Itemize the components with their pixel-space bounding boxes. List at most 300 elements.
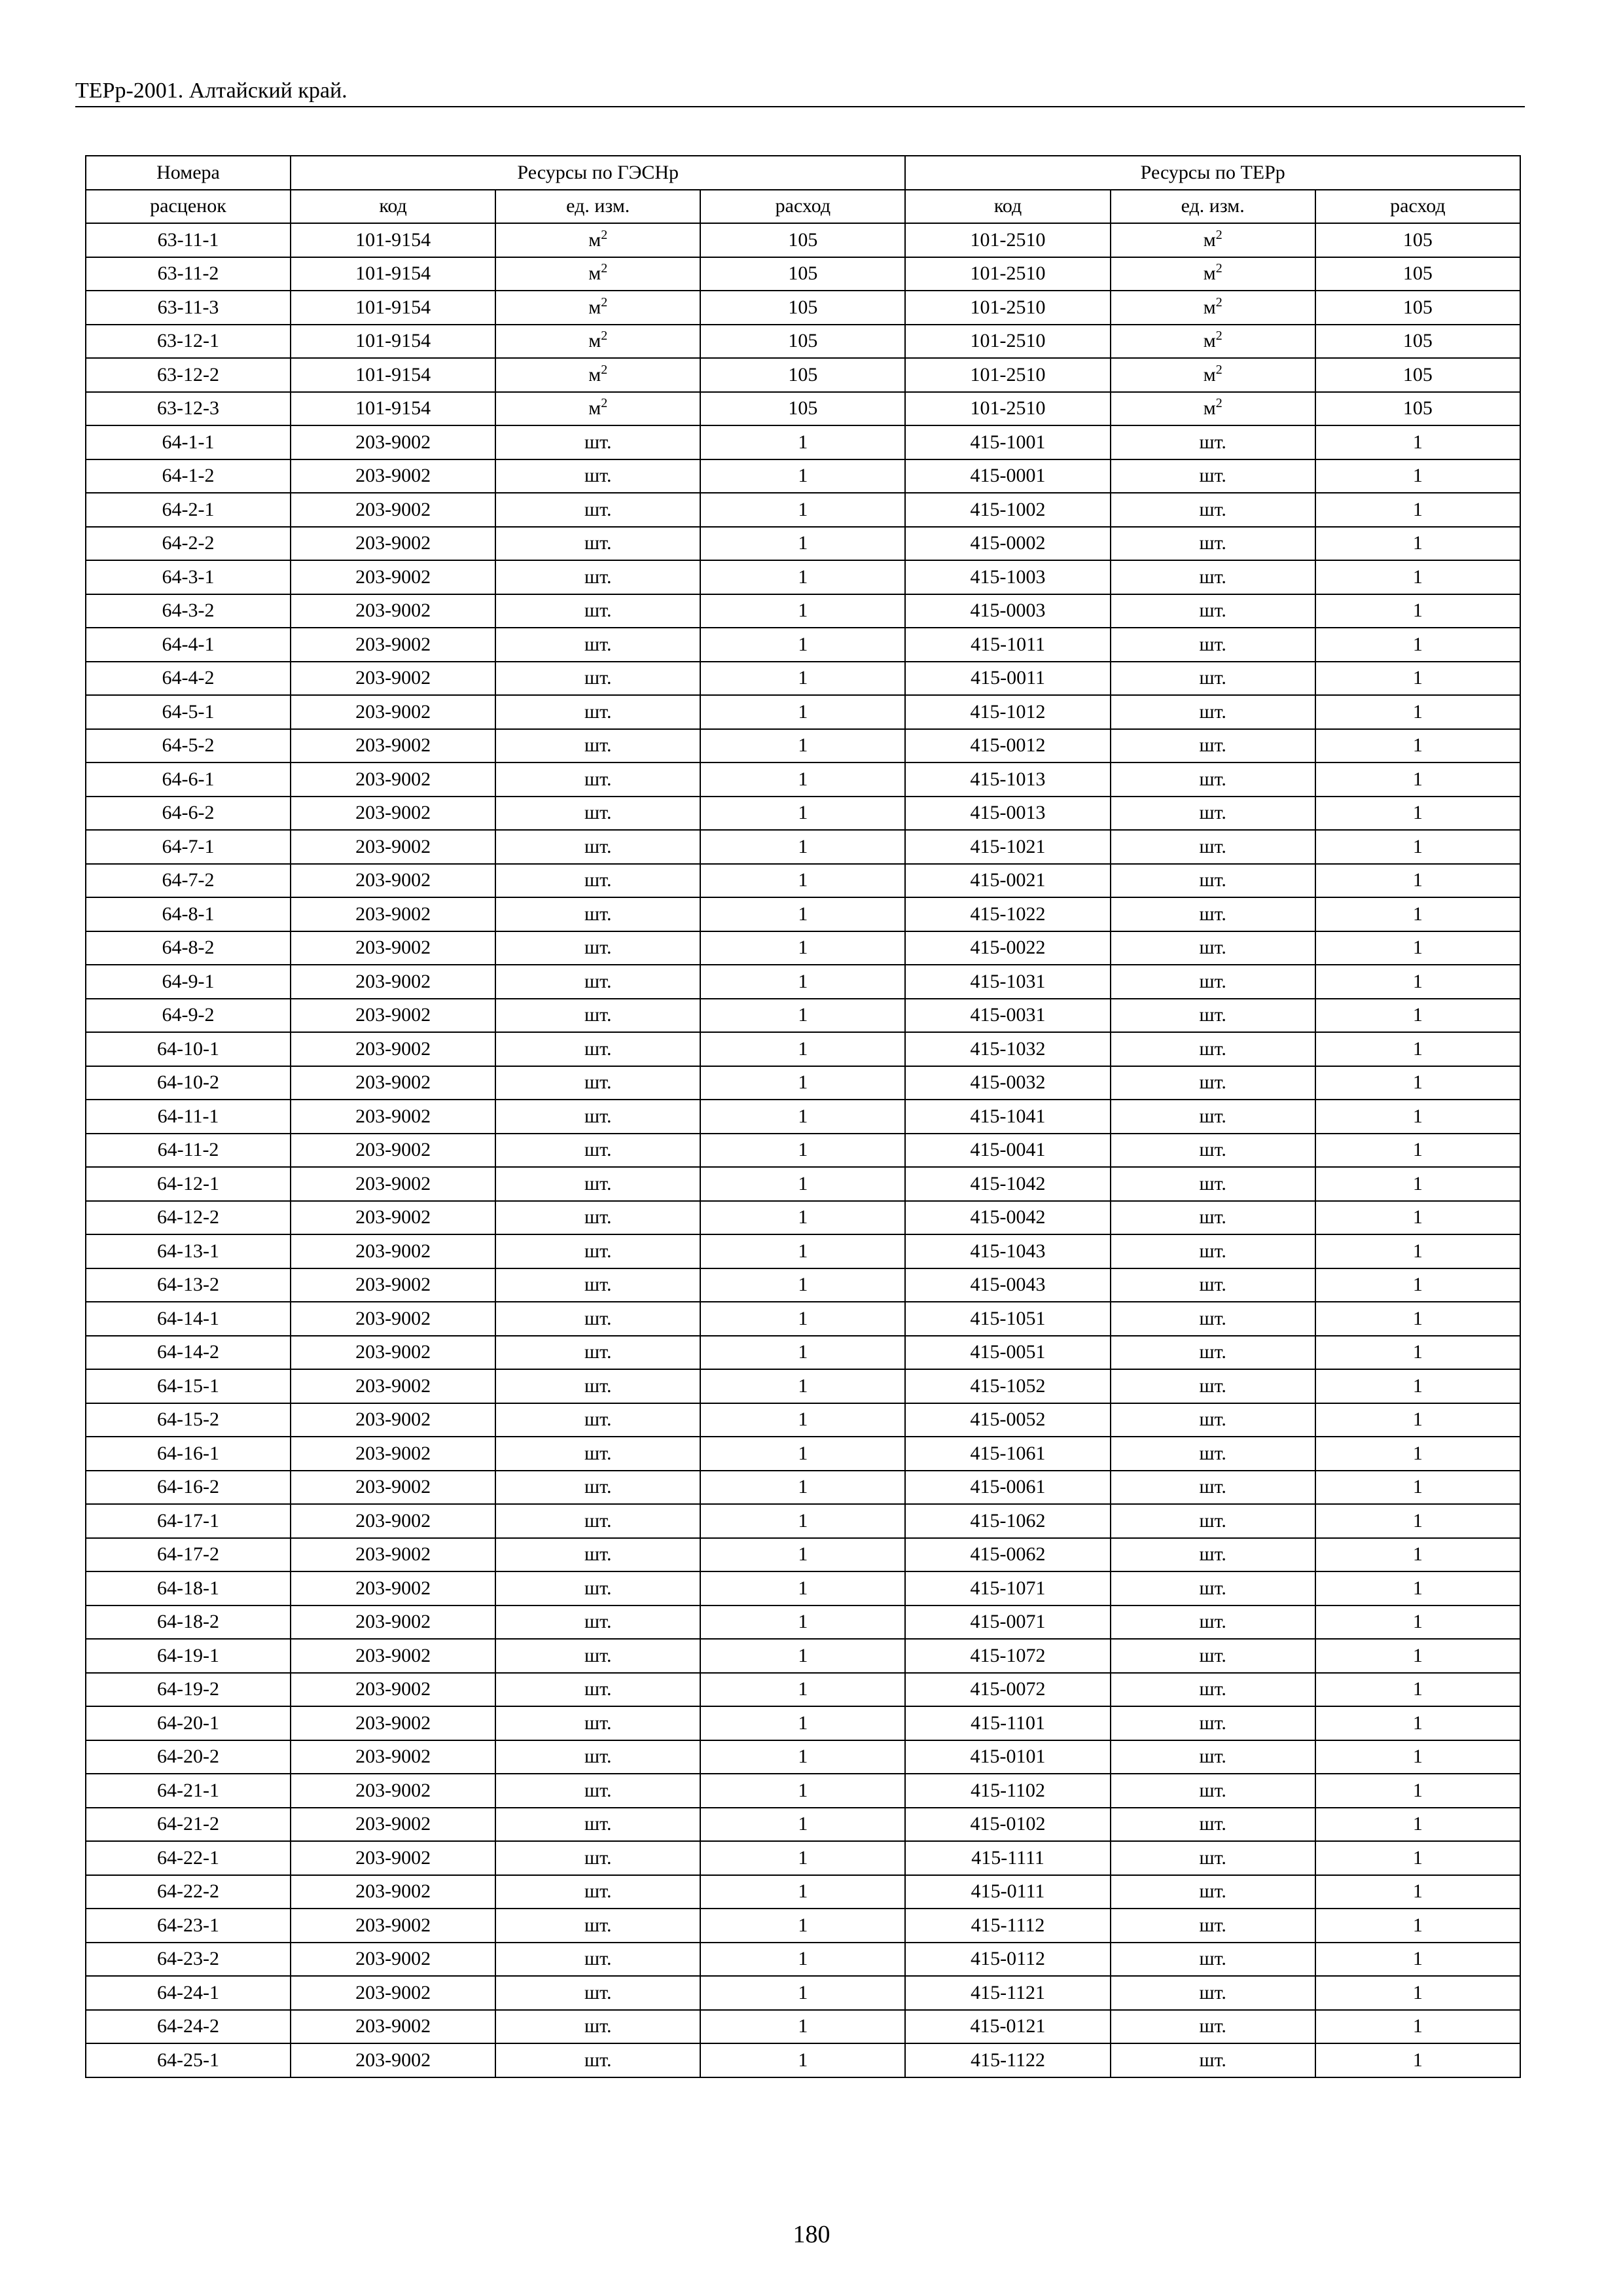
cell-ter-code: 415-1051 bbox=[905, 1302, 1110, 1336]
cell-ter-unit: шт. bbox=[1111, 594, 1315, 628]
cell-gesn-qty: 1 bbox=[700, 1369, 905, 1403]
cell-gesn-code: 203-9002 bbox=[291, 797, 495, 831]
cell-gesn-unit: шт. bbox=[495, 1571, 700, 1605]
cell-gesn-code: 203-9002 bbox=[291, 1201, 495, 1235]
cell-ter-unit: шт. bbox=[1111, 1909, 1315, 1943]
cell-ter-unit: шт. bbox=[1111, 662, 1315, 696]
cell-ter-code: 415-0072 bbox=[905, 1673, 1110, 1707]
table-header bbox=[86, 156, 1520, 223]
cell-ter-qty: 1 bbox=[1315, 1134, 1520, 1168]
cell-gesn-code: 203-9002 bbox=[291, 931, 495, 965]
cell-gesn-unit: шт. bbox=[495, 1639, 700, 1673]
cell-gesn-unit: шт. bbox=[495, 1066, 700, 1100]
cell-gesn-unit: шт. bbox=[495, 1976, 700, 2010]
cell-gesn-unit: $м^2$ bbox=[495, 257, 700, 291]
cell-rate-number: 64-13-1 bbox=[86, 1234, 291, 1268]
table-row bbox=[86, 999, 1520, 1033]
cell-gesn-code: 203-9002 bbox=[291, 965, 495, 999]
cell-ter-qty: 1 bbox=[1315, 1066, 1520, 1100]
cell-ter-qty: 1 bbox=[1315, 1673, 1520, 1707]
cell-rate-number: 64-3-2 bbox=[86, 594, 291, 628]
cell-rate-number: 64-24-1 bbox=[86, 1976, 291, 2010]
table-row bbox=[86, 325, 1520, 359]
resource-table bbox=[85, 155, 1521, 2078]
table-row bbox=[86, 2010, 1520, 2044]
cell-gesn-qty: 105 bbox=[700, 358, 905, 392]
table-row bbox=[86, 1268, 1520, 1302]
cell-ter-qty: 1 bbox=[1315, 1201, 1520, 1235]
cell-gesn-qty: 105 bbox=[700, 257, 905, 291]
cell-gesn-qty: 1 bbox=[700, 560, 905, 594]
cell-ter-unit: шт. bbox=[1111, 729, 1315, 763]
cell-rate-number: 64-16-2 bbox=[86, 1471, 291, 1505]
cell-ter-code: 415-0061 bbox=[905, 1471, 1110, 1505]
cell-gesn-code: 203-9002 bbox=[291, 493, 495, 527]
cell-ter-unit: шт. bbox=[1111, 1841, 1315, 1875]
cell-ter-unit: шт. bbox=[1111, 797, 1315, 831]
table-row bbox=[86, 1201, 1520, 1235]
cell-gesn-unit: шт. bbox=[495, 1100, 700, 1134]
cell-ter-qty: 105 bbox=[1315, 392, 1520, 426]
table-row bbox=[86, 1100, 1520, 1134]
cell-gesn-unit: шт. bbox=[495, 1302, 700, 1336]
table-row bbox=[86, 897, 1520, 931]
cell-ter-qty: 1 bbox=[1315, 1268, 1520, 1302]
cell-gesn-unit: шт. bbox=[495, 1032, 700, 1066]
cell-gesn-qty: 1 bbox=[700, 1437, 905, 1471]
cell-ter-unit: $м^2$ bbox=[1111, 223, 1315, 257]
cell-gesn-unit: шт. bbox=[495, 560, 700, 594]
cell-rate-number: 64-9-2 bbox=[86, 999, 291, 1033]
cell-ter-unit: шт. bbox=[1111, 628, 1315, 662]
table-row bbox=[86, 1706, 1520, 1740]
cell-ter-unit: шт. bbox=[1111, 1673, 1315, 1707]
cell-ter-unit: шт. bbox=[1111, 1605, 1315, 1640]
cell-ter-unit: шт. bbox=[1111, 695, 1315, 729]
cell-gesn-unit: шт. bbox=[495, 1605, 700, 1640]
cell-gesn-unit: $м^2$ bbox=[495, 392, 700, 426]
cell-rate-number: 64-7-1 bbox=[86, 830, 291, 864]
cell-gesn-unit: шт. bbox=[495, 1167, 700, 1201]
cell-ter-unit: шт. bbox=[1111, 1808, 1315, 1842]
cell-gesn-unit: шт. bbox=[495, 729, 700, 763]
cell-gesn-unit: шт. bbox=[495, 594, 700, 628]
table-row bbox=[86, 1538, 1520, 1572]
table-row bbox=[86, 1774, 1520, 1808]
cell-gesn-qty: 1 bbox=[700, 999, 905, 1033]
cell-gesn-qty: 1 bbox=[700, 1302, 905, 1336]
cell-ter-unit: шт. bbox=[1111, 1437, 1315, 1471]
cell-ter-code: 415-1011 bbox=[905, 628, 1110, 662]
table-row bbox=[86, 1808, 1520, 1842]
cell-ter-unit: шт. bbox=[1111, 1134, 1315, 1168]
table-row bbox=[86, 797, 1520, 831]
cell-ter-qty: 1 bbox=[1315, 1369, 1520, 1403]
cell-gesn-unit: шт. bbox=[495, 830, 700, 864]
cell-ter-unit: шт. bbox=[1111, 1032, 1315, 1066]
cell-gesn-qty: 1 bbox=[700, 1875, 905, 1909]
cell-ter-code: 415-1111 bbox=[905, 1841, 1110, 1875]
cell-ter-code: 415-0071 bbox=[905, 1605, 1110, 1640]
cell-gesn-unit: шт. bbox=[495, 2043, 700, 2077]
cell-ter-qty: 1 bbox=[1315, 662, 1520, 696]
cell-ter-unit: $м^2$ bbox=[1111, 392, 1315, 426]
cell-ter-code: 415-1001 bbox=[905, 425, 1110, 459]
cell-gesn-unit: шт. bbox=[495, 797, 700, 831]
cell-gesn-code: 203-9002 bbox=[291, 864, 495, 898]
cell-gesn-qty: 1 bbox=[700, 1403, 905, 1437]
table-row bbox=[86, 291, 1520, 325]
cell-ter-qty: 1 bbox=[1315, 1167, 1520, 1201]
table-row bbox=[86, 425, 1520, 459]
cell-gesn-unit: шт. bbox=[495, 864, 700, 898]
cell-ter-unit: шт. bbox=[1111, 1369, 1315, 1403]
cell-ter-code: 415-1101 bbox=[905, 1706, 1110, 1740]
cell-rate-number: 64-3-1 bbox=[86, 560, 291, 594]
cell-gesn-qty: 105 bbox=[700, 291, 905, 325]
cell-gesn-unit: шт. bbox=[495, 1201, 700, 1235]
table-row bbox=[86, 729, 1520, 763]
header-ter-unit: ед. изм. bbox=[1111, 190, 1315, 224]
cell-ter-qty: 1 bbox=[1315, 594, 1520, 628]
cell-gesn-code: 101-9154 bbox=[291, 325, 495, 359]
cell-gesn-qty: 1 bbox=[700, 1673, 905, 1707]
cell-ter-code: 415-0121 bbox=[905, 2010, 1110, 2044]
cell-ter-code: 101-2510 bbox=[905, 257, 1110, 291]
cell-gesn-code: 203-9002 bbox=[291, 1369, 495, 1403]
cell-ter-code: 415-1042 bbox=[905, 1167, 1110, 1201]
cell-ter-code: 415-1012 bbox=[905, 695, 1110, 729]
cell-rate-number: 64-12-1 bbox=[86, 1167, 291, 1201]
cell-ter-code: 415-0043 bbox=[905, 1268, 1110, 1302]
header-row-columns bbox=[86, 190, 1520, 224]
cell-gesn-qty: 1 bbox=[700, 965, 905, 999]
cell-gesn-qty: 1 bbox=[700, 762, 905, 797]
cell-gesn-qty: 105 bbox=[700, 223, 905, 257]
cell-gesn-code: 203-9002 bbox=[291, 1673, 495, 1707]
cell-gesn-code: 203-9002 bbox=[291, 1437, 495, 1471]
cell-ter-qty: 1 bbox=[1315, 493, 1520, 527]
cell-ter-code: 415-0032 bbox=[905, 1066, 1110, 1100]
cell-gesn-qty: 1 bbox=[700, 1740, 905, 1774]
cell-ter-qty: 1 bbox=[1315, 1740, 1520, 1774]
cell-ter-qty: 1 bbox=[1315, 1437, 1520, 1471]
table-row bbox=[86, 1673, 1520, 1707]
table-row bbox=[86, 358, 1520, 392]
cell-gesn-unit: шт. bbox=[495, 1471, 700, 1505]
cell-gesn-qty: 1 bbox=[700, 2043, 905, 2077]
table-row bbox=[86, 392, 1520, 426]
cell-rate-number: 64-10-1 bbox=[86, 1032, 291, 1066]
cell-ter-code: 101-2510 bbox=[905, 291, 1110, 325]
header-rate-number: Номера bbox=[86, 156, 291, 190]
cell-gesn-qty: 1 bbox=[700, 864, 905, 898]
page-header bbox=[75, 77, 1525, 107]
cell-ter-unit: шт. bbox=[1111, 2010, 1315, 2044]
table-row bbox=[86, 864, 1520, 898]
cell-rate-number: 64-20-1 bbox=[86, 1706, 291, 1740]
header-ter-qty: расход bbox=[1315, 190, 1520, 224]
cell-rate-number: 64-18-1 bbox=[86, 1571, 291, 1605]
cell-gesn-qty: 1 bbox=[700, 1976, 905, 2010]
header-row-groups bbox=[86, 156, 1520, 190]
cell-ter-unit: шт. bbox=[1111, 1740, 1315, 1774]
cell-gesn-unit: шт. bbox=[495, 1369, 700, 1403]
cell-gesn-unit: шт. bbox=[495, 1437, 700, 1471]
document-title: ТЕРр-2001. Алтайский край. bbox=[75, 79, 348, 103]
cell-rate-number: 64-8-2 bbox=[86, 931, 291, 965]
cell-ter-qty: 1 bbox=[1315, 2010, 1520, 2044]
cell-gesn-qty: 1 bbox=[700, 1268, 905, 1302]
cell-rate-number: 64-17-2 bbox=[86, 1538, 291, 1572]
cell-gesn-qty: 1 bbox=[700, 1201, 905, 1235]
cell-ter-unit: шт. bbox=[1111, 493, 1315, 527]
cell-gesn-qty: 1 bbox=[700, 1504, 905, 1538]
table-row bbox=[86, 1134, 1520, 1168]
cell-ter-qty: 1 bbox=[1315, 1875, 1520, 1909]
table-row bbox=[86, 1471, 1520, 1505]
cell-ter-code: 415-0002 bbox=[905, 527, 1110, 561]
cell-ter-code: 415-1002 bbox=[905, 493, 1110, 527]
cell-rate-number: 64-11-1 bbox=[86, 1100, 291, 1134]
cell-ter-unit: шт. bbox=[1111, 1201, 1315, 1235]
cell-gesn-unit: шт. bbox=[495, 1909, 700, 1943]
cell-gesn-qty: 1 bbox=[700, 695, 905, 729]
cell-gesn-qty: 1 bbox=[700, 1943, 905, 1977]
cell-gesn-qty: 1 bbox=[700, 1234, 905, 1268]
header-rate-number-sub: расценок bbox=[86, 190, 291, 224]
cell-rate-number: 64-7-2 bbox=[86, 864, 291, 898]
cell-gesn-qty: 1 bbox=[700, 1032, 905, 1066]
table-row bbox=[86, 1504, 1520, 1538]
cell-gesn-qty: 1 bbox=[700, 1538, 905, 1572]
table-row bbox=[86, 2043, 1520, 2077]
table-row bbox=[86, 1605, 1520, 1640]
cell-ter-qty: 1 bbox=[1315, 527, 1520, 561]
cell-ter-qty: 1 bbox=[1315, 1605, 1520, 1640]
cell-ter-unit: шт. bbox=[1111, 560, 1315, 594]
cell-ter-code: 415-0012 bbox=[905, 729, 1110, 763]
cell-gesn-unit: шт. bbox=[495, 965, 700, 999]
cell-gesn-qty: 1 bbox=[700, 830, 905, 864]
cell-gesn-unit: шт. bbox=[495, 1538, 700, 1572]
cell-ter-code: 415-1062 bbox=[905, 1504, 1110, 1538]
cell-rate-number: 64-22-1 bbox=[86, 1841, 291, 1875]
cell-rate-number: 63-12-1 bbox=[86, 325, 291, 359]
cell-ter-unit: шт. bbox=[1111, 1167, 1315, 1201]
table-row bbox=[86, 931, 1520, 965]
cell-ter-unit: шт. bbox=[1111, 931, 1315, 965]
cell-gesn-code: 203-9002 bbox=[291, 1504, 495, 1538]
cell-ter-qty: 1 bbox=[1315, 1234, 1520, 1268]
cell-rate-number: 64-25-1 bbox=[86, 2043, 291, 2077]
cell-gesn-code: 203-9002 bbox=[291, 1875, 495, 1909]
cell-ter-code: 415-0042 bbox=[905, 1201, 1110, 1235]
cell-gesn-unit: шт. bbox=[495, 1706, 700, 1740]
table-row bbox=[86, 1943, 1520, 1977]
cell-rate-number: 64-1-2 bbox=[86, 459, 291, 493]
cell-ter-code: 415-0001 bbox=[905, 459, 1110, 493]
cell-ter-code: 415-1041 bbox=[905, 1100, 1110, 1134]
cell-gesn-qty: 1 bbox=[700, 931, 905, 965]
cell-gesn-unit: $м^2$ bbox=[495, 358, 700, 392]
cell-rate-number: 64-4-2 bbox=[86, 662, 291, 696]
cell-ter-qty: 1 bbox=[1315, 628, 1520, 662]
cell-gesn-qty: 1 bbox=[700, 459, 905, 493]
cell-ter-qty: 1 bbox=[1315, 931, 1520, 965]
cell-ter-code: 415-1003 bbox=[905, 560, 1110, 594]
cell-gesn-qty: 1 bbox=[700, 1167, 905, 1201]
cell-ter-code: 415-0112 bbox=[905, 1943, 1110, 1977]
cell-gesn-qty: 1 bbox=[700, 1066, 905, 1100]
cell-gesn-code: 203-9002 bbox=[291, 729, 495, 763]
cell-ter-code: 415-0031 bbox=[905, 999, 1110, 1033]
cell-gesn-qty: 1 bbox=[700, 1639, 905, 1673]
table-row bbox=[86, 1639, 1520, 1673]
cell-rate-number: 64-6-2 bbox=[86, 797, 291, 831]
cell-rate-number: 64-6-1 bbox=[86, 762, 291, 797]
cell-gesn-unit: шт. bbox=[495, 1808, 700, 1842]
cell-ter-code: 415-1021 bbox=[905, 830, 1110, 864]
cell-gesn-qty: 1 bbox=[700, 1605, 905, 1640]
table-row bbox=[86, 1066, 1520, 1100]
table-row bbox=[86, 1571, 1520, 1605]
cell-gesn-code: 203-9002 bbox=[291, 1571, 495, 1605]
cell-gesn-code: 203-9002 bbox=[291, 1134, 495, 1168]
cell-ter-code: 415-0022 bbox=[905, 931, 1110, 965]
table-row bbox=[86, 594, 1520, 628]
cell-rate-number: 63-11-2 bbox=[86, 257, 291, 291]
cell-ter-qty: 1 bbox=[1315, 1909, 1520, 1943]
cell-ter-code: 415-1061 bbox=[905, 1437, 1110, 1471]
cell-ter-qty: 1 bbox=[1315, 1841, 1520, 1875]
cell-gesn-qty: 1 bbox=[700, 897, 905, 931]
cell-rate-number: 64-20-2 bbox=[86, 1740, 291, 1774]
cell-ter-code: 415-1071 bbox=[905, 1571, 1110, 1605]
table-row bbox=[86, 1302, 1520, 1336]
cell-gesn-unit: шт. bbox=[495, 1841, 700, 1875]
header-gesn-unit: ед. изм. bbox=[495, 190, 700, 224]
cell-ter-unit: шт. bbox=[1111, 762, 1315, 797]
cell-gesn-code: 203-9002 bbox=[291, 1774, 495, 1808]
cell-gesn-code: 203-9002 bbox=[291, 830, 495, 864]
cell-ter-code: 415-1102 bbox=[905, 1774, 1110, 1808]
cell-rate-number: 64-5-2 bbox=[86, 729, 291, 763]
page-number: 180 bbox=[793, 2221, 830, 2248]
cell-rate-number: 64-23-1 bbox=[86, 1909, 291, 1943]
cell-gesn-unit: шт. bbox=[495, 1336, 700, 1370]
cell-ter-unit: шт. bbox=[1111, 1471, 1315, 1505]
cell-gesn-code: 203-9002 bbox=[291, 1943, 495, 1977]
cell-ter-unit: шт. bbox=[1111, 1066, 1315, 1100]
cell-gesn-code: 203-9002 bbox=[291, 1302, 495, 1336]
cell-gesn-qty: 1 bbox=[700, 1336, 905, 1370]
cell-rate-number: 64-8-1 bbox=[86, 897, 291, 931]
table-row bbox=[86, 695, 1520, 729]
cell-ter-code: 415-1031 bbox=[905, 965, 1110, 999]
table-row bbox=[86, 965, 1520, 999]
table-row bbox=[86, 1909, 1520, 1943]
cell-rate-number: 63-12-2 bbox=[86, 358, 291, 392]
cell-ter-qty: 1 bbox=[1315, 1808, 1520, 1842]
cell-ter-code: 415-0013 bbox=[905, 797, 1110, 831]
cell-ter-code: 101-2510 bbox=[905, 223, 1110, 257]
table-row bbox=[86, 628, 1520, 662]
table-row bbox=[86, 662, 1520, 696]
cell-gesn-code: 203-9002 bbox=[291, 897, 495, 931]
cell-gesn-code: 203-9002 bbox=[291, 560, 495, 594]
cell-gesn-qty: 1 bbox=[700, 493, 905, 527]
cell-gesn-code: 203-9002 bbox=[291, 695, 495, 729]
cell-ter-unit: шт. bbox=[1111, 1706, 1315, 1740]
table-row bbox=[86, 1032, 1520, 1066]
table-row bbox=[86, 830, 1520, 864]
cell-ter-qty: 1 bbox=[1315, 897, 1520, 931]
cell-ter-code: 415-1032 bbox=[905, 1032, 1110, 1066]
cell-ter-code: 415-1052 bbox=[905, 1369, 1110, 1403]
cell-ter-qty: 1 bbox=[1315, 1706, 1520, 1740]
cell-ter-code: 415-1112 bbox=[905, 1909, 1110, 1943]
table-row bbox=[86, 459, 1520, 493]
cell-ter-qty: 1 bbox=[1315, 1571, 1520, 1605]
cell-ter-qty: 1 bbox=[1315, 864, 1520, 898]
cell-ter-qty: 1 bbox=[1315, 1336, 1520, 1370]
table-row bbox=[86, 223, 1520, 257]
cell-ter-unit: $м^2$ bbox=[1111, 291, 1315, 325]
cell-rate-number: 64-19-1 bbox=[86, 1639, 291, 1673]
cell-gesn-code: 203-9002 bbox=[291, 999, 495, 1033]
cell-gesn-code: 203-9002 bbox=[291, 459, 495, 493]
cell-ter-qty: 1 bbox=[1315, 1538, 1520, 1572]
cell-ter-unit: шт. bbox=[1111, 1234, 1315, 1268]
cell-rate-number: 64-22-2 bbox=[86, 1875, 291, 1909]
cell-gesn-code: 203-9002 bbox=[291, 2043, 495, 2077]
cell-ter-unit: шт. bbox=[1111, 1875, 1315, 1909]
cell-gesn-unit: шт. bbox=[495, 695, 700, 729]
cell-gesn-code: 101-9154 bbox=[291, 291, 495, 325]
cell-ter-qty: 105 bbox=[1315, 358, 1520, 392]
cell-gesn-unit: $м^2$ bbox=[495, 223, 700, 257]
cell-rate-number: 64-10-2 bbox=[86, 1066, 291, 1100]
cell-gesn-code: 203-9002 bbox=[291, 1032, 495, 1066]
cell-ter-code: 415-1122 bbox=[905, 2043, 1110, 2077]
cell-ter-unit: шт. bbox=[1111, 830, 1315, 864]
cell-rate-number: 63-12-3 bbox=[86, 392, 291, 426]
cell-rate-number: 64-18-2 bbox=[86, 1605, 291, 1640]
cell-gesn-code: 203-9002 bbox=[291, 1808, 495, 1842]
cell-ter-unit: шт. bbox=[1111, 1403, 1315, 1437]
cell-ter-code: 415-0051 bbox=[905, 1336, 1110, 1370]
table-row bbox=[86, 560, 1520, 594]
cell-gesn-unit: шт. bbox=[495, 2010, 700, 2044]
table-row bbox=[86, 1234, 1520, 1268]
cell-ter-unit: шт. bbox=[1111, 2043, 1315, 2077]
cell-gesn-unit: шт. bbox=[495, 1740, 700, 1774]
cell-gesn-unit: шт. bbox=[495, 1673, 700, 1707]
cell-ter-unit: шт. bbox=[1111, 459, 1315, 493]
cell-ter-qty: 1 bbox=[1315, 999, 1520, 1033]
cell-ter-qty: 1 bbox=[1315, 797, 1520, 831]
cell-gesn-unit: $м^2$ bbox=[495, 291, 700, 325]
cell-gesn-qty: 1 bbox=[700, 425, 905, 459]
cell-ter-code: 101-2510 bbox=[905, 392, 1110, 426]
cell-ter-qty: 1 bbox=[1315, 2043, 1520, 2077]
cell-gesn-unit: шт. bbox=[495, 1943, 700, 1977]
cell-ter-unit: шт. bbox=[1111, 1336, 1315, 1370]
cell-rate-number: 64-15-2 bbox=[86, 1403, 291, 1437]
cell-ter-unit: шт. bbox=[1111, 1943, 1315, 1977]
cell-gesn-qty: 1 bbox=[700, 527, 905, 561]
